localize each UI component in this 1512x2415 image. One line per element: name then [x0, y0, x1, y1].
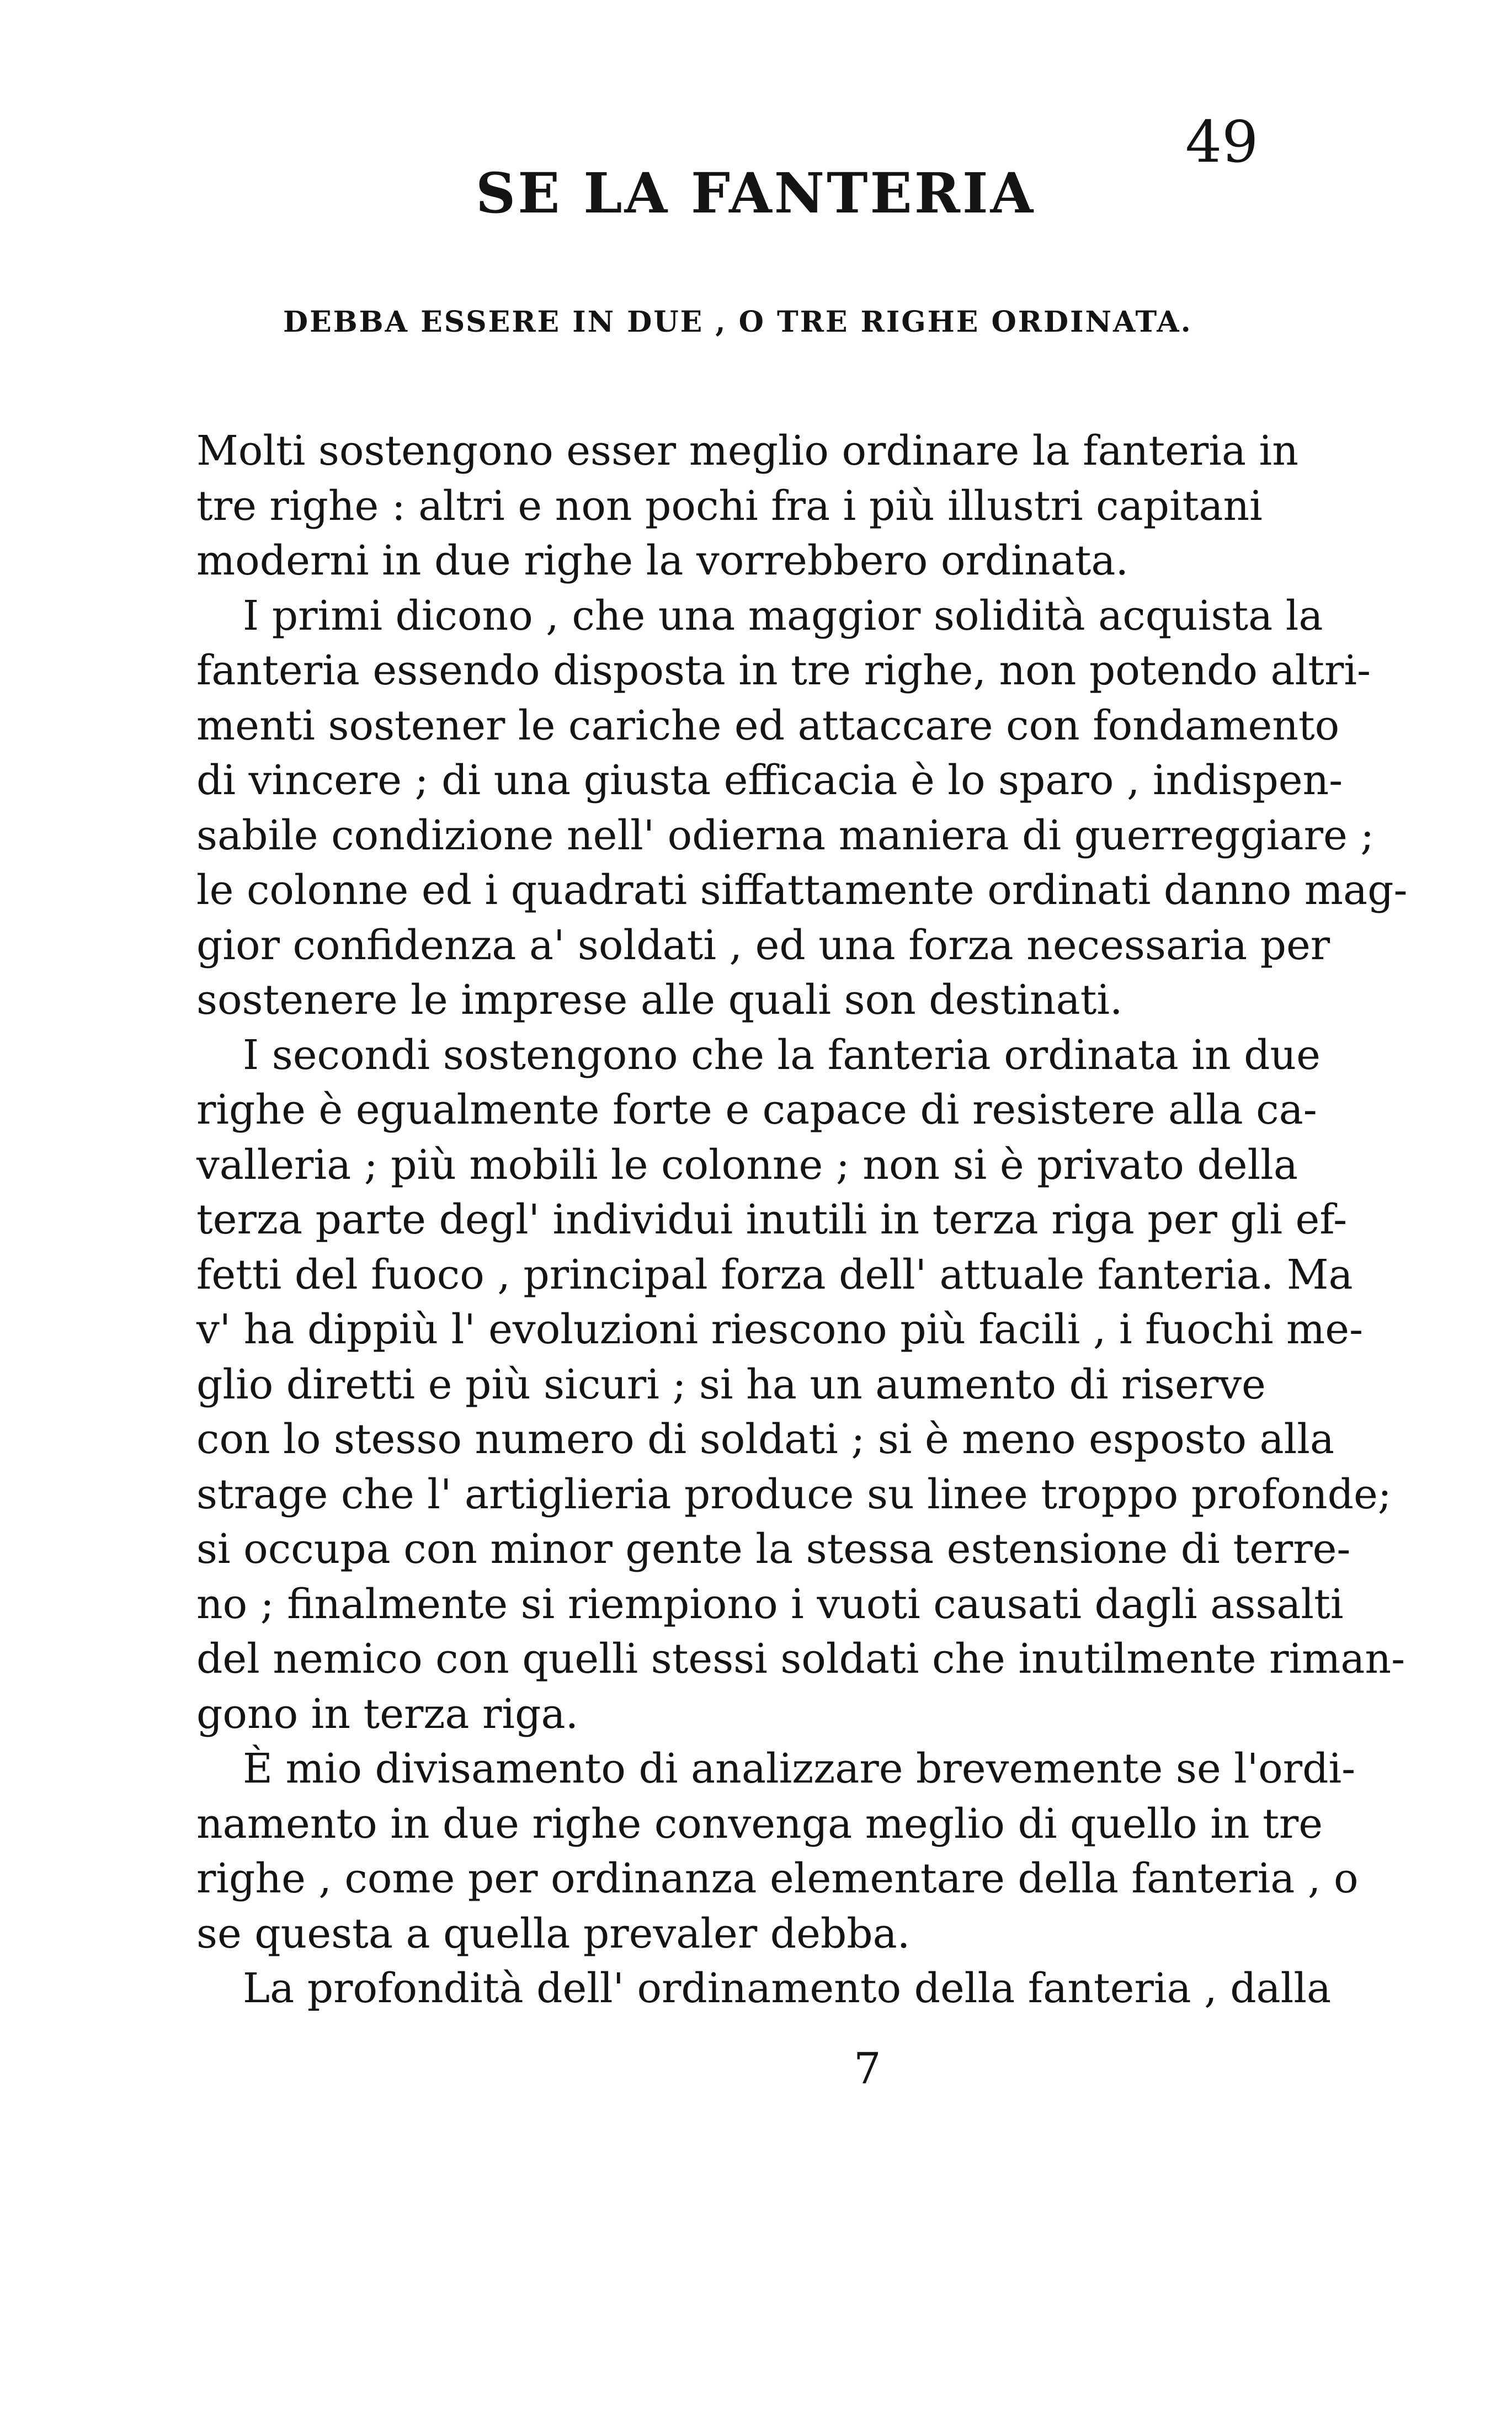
text-line: fanteria essendo disposta in tre righe, non potendo altri-: [196, 647, 1371, 694]
text-line: moderni in due righe la vorrebbero ordinata.: [196, 537, 1128, 584]
text-line: tre righe : altri e non pochi fra i più illustri capitani: [196, 482, 1263, 530]
text-line: sabile condizione nell' odierna maniera di guerreggiare ;: [196, 811, 1375, 859]
text-line: righe , come per ordinanza elementare della fanteria , o: [196, 1855, 1359, 1902]
text-line: si occupa con minor gente la stessa estensione di terre-: [196, 1525, 1351, 1573]
text-line: se questa a quella prevaler debba.: [196, 1909, 911, 1957]
text-line: gono in terza riga.: [196, 1690, 579, 1738]
text-line: no ; finalmente si riempiono i vuoti causati dagli assalti: [196, 1580, 1344, 1628]
text-line: fetti del fuoco , principal forza dell' attuale fanteria. Ma: [196, 1251, 1353, 1299]
text-line: v' ha dippiù l' evoluzioni riescono più facili , i fuochi me-: [196, 1306, 1363, 1353]
text-line: di vincere ; di una giusta efficacia è lo sparo , indispen-: [196, 757, 1343, 804]
text-line: del nemico con quelli stessi soldati che inutilmente riman-: [196, 1635, 1405, 1683]
text-line: terza parte degl' individui inutili in terza riga per gli ef-: [196, 1196, 1348, 1243]
text-line: strage che l' artiglieria produce su linee troppo profonde;: [196, 1470, 1392, 1518]
chapter-subtitle: DEBBA ESSERE IN DUE , O TRE RIGHE ORDINATA.: [283, 305, 1192, 339]
text-line: I secondi sostengono che la fanteria ordinata in due: [243, 1031, 1321, 1079]
text-line: le colonne ed i quadrati siffattamente ordinati danno mag-: [196, 866, 1408, 914]
text-line: con lo stesso numero di soldati ; si è meno esposto alla: [196, 1416, 1335, 1463]
text-line: I primi dicono , che una maggior solidità acquista la: [243, 592, 1323, 640]
text-line: La profondità dell' ordinamento della fanteria , dalla: [243, 1965, 1332, 2012]
text-line: glio diretti e più sicuri ; si ha un aumento di riserve: [196, 1360, 1266, 1408]
chapter-title: SE LA FANTERIA: [476, 161, 1036, 226]
text-line: gior confidenza a' soldati , ed una forza necessaria per: [196, 921, 1330, 969]
text-line: Molti sostengono esser meglio ordinare la fanteria in: [196, 427, 1298, 475]
text-line: menti sostener le cariche ed attaccare con fondamento: [196, 701, 1340, 749]
text-line: valleria ; più mobili le colonne ; non si è privato della: [196, 1141, 1298, 1189]
body-text: [196, 424, 1408, 2017]
signature-mark: 7: [854, 2044, 881, 2094]
page-number: 49: [1185, 108, 1259, 175]
text-line: È mio divisamento di analizzare brevemente se l'ordi-: [243, 1745, 1356, 1792]
text-line: namento in due righe convenga meglio di quello in tre: [196, 1800, 1323, 1848]
text-line: righe è egualmente forte e capace di resistere alla ca-: [196, 1086, 1317, 1134]
text-line: sostenere le imprese alle quali son destinati.: [196, 976, 1123, 1024]
